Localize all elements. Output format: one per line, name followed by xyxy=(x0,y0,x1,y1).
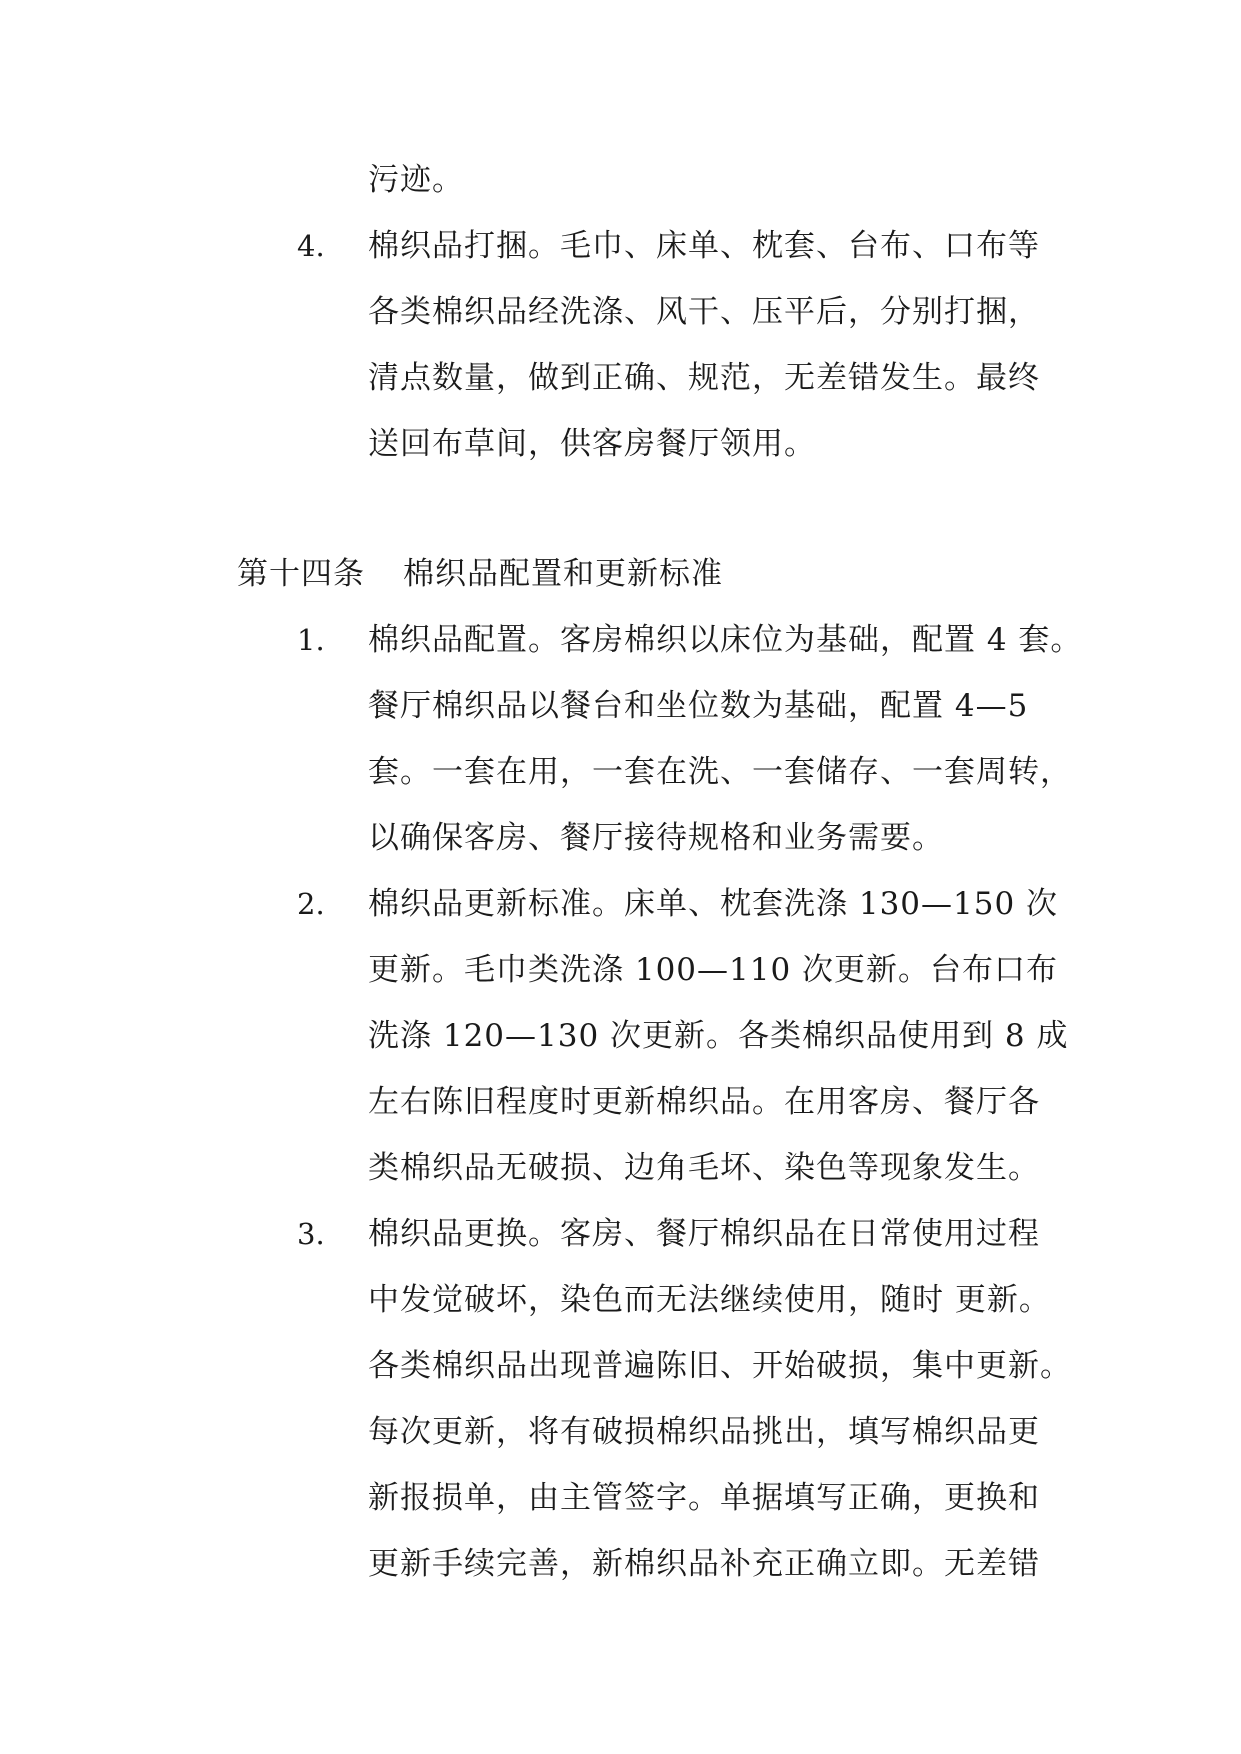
text-line: 更新手续完善，新棉织品补充正确立即。无差错 xyxy=(368,1546,1040,1582)
text-line: 套。一套在用，一套在洗、一套储存、一套周转， xyxy=(368,754,1072,790)
text-line: 更新。毛巾类洗涤 100—110 次更新。台布口布 xyxy=(368,952,1059,988)
text-line: 各类棉织品经洗涤、风干、压平后，分别打捆， xyxy=(368,294,1040,330)
article-heading xyxy=(237,554,723,594)
text-line: 餐厅棉织品以餐台和坐位数为基础，配置 4—5 xyxy=(368,688,1029,724)
item-number: 1. xyxy=(297,623,325,657)
item-number: 3. xyxy=(297,1217,325,1251)
text-line: 洗涤 120—130 次更新。各类棉织品使用到 8 成 xyxy=(368,1018,1069,1054)
text-line: 污迹。 xyxy=(368,162,464,198)
text-line: 棉织品更换。客房、餐厅棉织品在日常使用过程 xyxy=(368,1216,1040,1252)
text-line: 棉织品打捆。毛巾、床单、枕套、台布、口布等 xyxy=(368,228,1040,264)
text-line: 各类棉织品出现普遍陈旧、开始破损，集中更新。 xyxy=(368,1348,1072,1384)
item-number: 4. xyxy=(297,229,325,263)
text-line: 棉织品更新标准。床单、枕套洗涤 130—150 次 xyxy=(368,886,1059,922)
text-line: 新报损单，由主管签字。单据填写正确，更换和 xyxy=(368,1480,1040,1516)
text-line: 中发觉破坏，染色而无法继续使用，随时 更新。 xyxy=(368,1282,1051,1318)
text-line: 以确保客房、餐厅接待规格和业务需要。 xyxy=(368,820,944,856)
text-line: 棉织品配置。客房棉织以床位为基础，配置 4 套。 xyxy=(368,622,1083,658)
article-title: 棉织品配置和更新标准 xyxy=(403,556,723,592)
text-line: 清点数量，做到正确、规范，无差错发生。最终 xyxy=(368,360,1040,396)
text-line: 送回布草间，供客房餐厅领用。 xyxy=(368,426,816,462)
text-line: 每次更新，将有破损棉织品挑出，填写棉织品更 xyxy=(368,1414,1040,1450)
text-line: 左右陈旧程度时更新棉织品。在用客房、餐厅各 xyxy=(368,1084,1040,1120)
article-number: 第十四条 xyxy=(237,556,365,592)
item-number: 2. xyxy=(297,887,325,921)
text-line: 类棉织品无破损、边角毛坏、染色等现象发生。 xyxy=(368,1150,1040,1186)
